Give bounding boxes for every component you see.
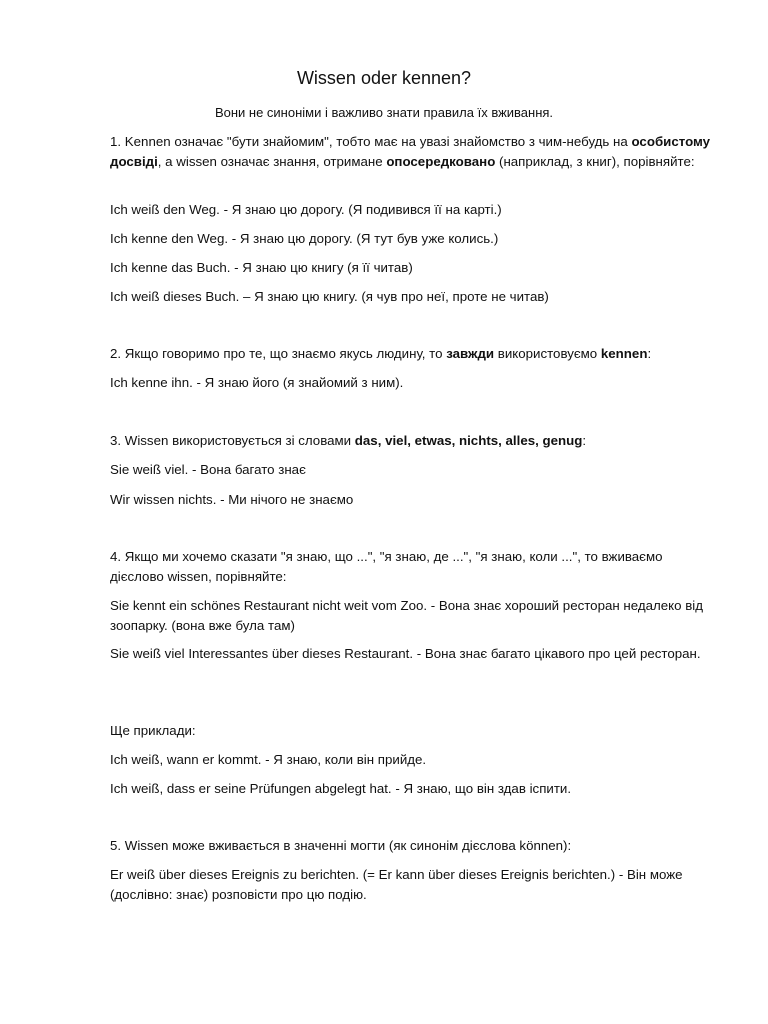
section-1-text-e: (наприклад, з книг), порівняйте: [499,154,695,169]
section-1-example-4: Ich weiß dieses Buch. – Я знаю цю книгу. (я чув про неї, проте не читав) [110,289,549,304]
section-2-text-a: 2. Якщо говоримо про те, що знаємо якусь людину, то [110,346,443,361]
section-3-text-a: 3. Wissen використовується зі словами [110,433,352,448]
section-4-example-2: Sie weiß viel Interessantes über dieses Restaurant. - Вона знає багато цікавого про цей ресторан. [110,646,701,661]
section-1-example-1: Ich weiß den Weg. - Я знаю цю дорогу. (Я подивився її на карті.) [110,202,502,217]
section-2-text-e: : [647,346,652,361]
section-3-example-2: Wir wissen nichts. - Ми нічого не знаємо [110,492,354,507]
section-1-text-c: , а wissen означає знання, отримане [157,154,383,169]
page-title: Wissen oder kennen? [296,68,472,88]
section-1-example-2: Ich kenne den Weg. - Я знаю цю дорогу. (Я тут був уже колись.) [110,231,499,246]
section-1-rule [110,132,715,172]
more-example-1: Ich weiß, wann er kommt. - Я знаю, коли він прийде. [110,752,427,767]
section-3-text-c: : [582,433,587,448]
section-5-example-1: Er weiß über dieses Ereignis zu berichten. (= Er kann über dieses Ereignis berichten.) - Він може (дослівно: знає) розповісти про цю подію. [110,867,683,902]
section-5-rule: 5. Wissen може вживається в значенні могти (як синонім дієслова können): [110,838,572,853]
section-3-example-1: Sie weiß viel. - Вона багато знає [110,462,306,477]
section-4-example-1: Sie kennt ein schönes Restaurant nicht weit vom Zoo. - Вона знає хороший ресторан недалеко від зоопарку. (вона вже була там) [110,598,703,633]
section-2-bold-always: завжди [446,346,495,361]
section-4-rule: 4. Якщо ми хочемо сказати "я знаю, що ...", "я знаю, де ...", "я знаю, коли ...", то вживаємо дієслово wissen, порівняйте: [110,549,663,584]
page-subtitle: Вони не синоніми і важливо знати правила їх вживання. [214,105,554,120]
section-1-example-3: Ich kenne das Buch. - Я знаю цю книгу (я її читав) [110,260,413,275]
section-3-bold-words: das, viel, etwas, nichts, alles, genug [354,433,583,448]
section-2-bold-kennen: kennen [600,346,648,361]
section-2-text-c: використовуємо [497,346,598,361]
more-examples-heading: Ще приклади: [110,723,196,738]
section-1-bold-indirectly: опосередковано [386,154,496,169]
section-3-rule [110,431,715,451]
section-1-bold-personal-experience: особистому досвіді [110,134,711,169]
more-example-2: Ich weiß, dass er seine Prüfungen abgelegt hat. - Я знаю, що він здав іспити. [110,781,572,796]
section-2-rule [110,344,715,364]
section-2-example-1: Ich kenne ihn. - Я знаю його (я знайомий з ним). [110,375,404,390]
section-1-text-a: 1. Kennen означає "бути знайомим", тобто має на увазі знайомство з чим-небудь на [110,134,628,149]
